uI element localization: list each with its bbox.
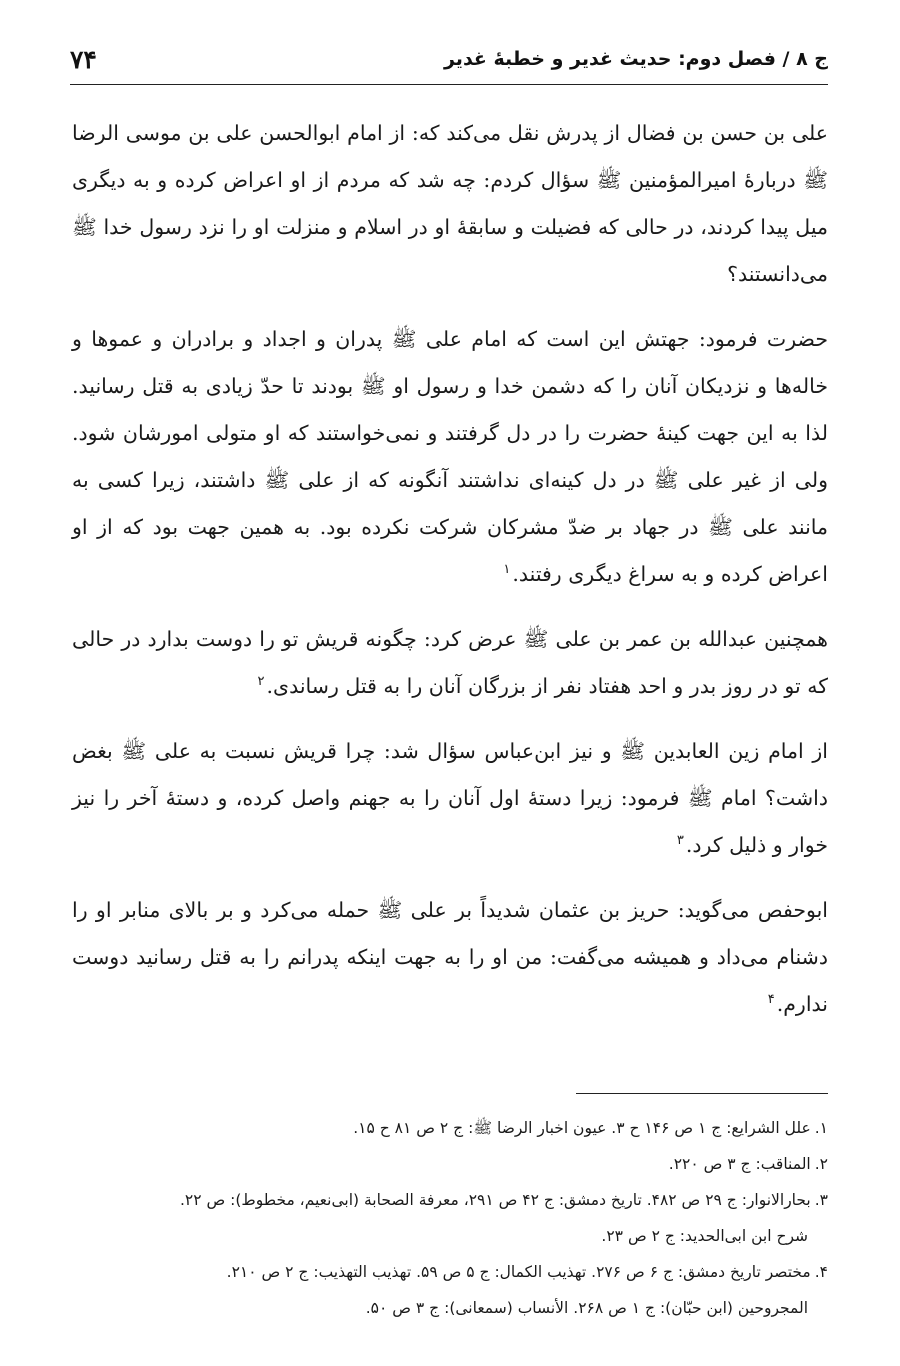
paragraph [72,887,828,1028]
footnote-text: المناقب: ج ۳ ص ۲۲۰. [668,1155,811,1173]
footnote-reference: ۲ [257,674,265,690]
footnote-reference: ۴ [767,992,775,1008]
footnote-text: علل الشرایع: ج ۱ ص ۱۴۶ ح ۳. عیون اخبار الرضا ﷺ: ج ۲ ص ۸۱ ح ۱۵. [353,1119,811,1137]
paragraph-text: علی بن حسن بن فضال از پدرش نقل می‌کند که: از امام ابوالحسن علی بن موسی الرضا ﷺ دربارهٔ امیرالمؤمنین ﷺ سؤال کردم: چه شد که مردم از او اعراض کرده و به دیگری میل پیدا کردند، در حالی که فضیلت و سابقهٔ او در اسلام و منزلت او را نزد رسول خدا ﷺ می‌دانستند؟ [72,121,828,286]
footnote-reference: ۳ [676,833,684,849]
footnote [72,1146,828,1182]
footnote-number: ۱. [814,1119,828,1137]
footnote-divider [576,1093,828,1094]
footnote-continuation: شرح ابن ابی‌الحدید: ج ۲ ص ۲۳. [601,1227,808,1245]
paragraph-text: همچنین عبدالله بن عمر بن علی ﷺ عرض کرد: چگونه قریش تو را دوست بدارد در حالی که تو در روز بدر و احد هفتاد نفر از بزرگان آنان را به قتل رساندی. [72,627,828,698]
footnote-text: بحارالانوار: ج ۲۹ ص ۴۸۲. تاریخ دمشق: ج ۴۲ ص ۲۹۱، معرفة الصحابة (ابی‌نعیم، مخطوط): ص ۲۲. [179,1191,811,1209]
footnote-number: ۳. [814,1191,828,1209]
paragraph-text: از امام زین العابدین ﷺ و نیز ابن‌عباس سؤال شد: چرا قریش نسبت به علی ﷺ بغض داشت؟ امام ﷺ فرمود: زیرا دستهٔ اول آنان را به جهنم واصل کرده، و دستهٔ آخر را نیز خوار و ذلیل کرد. [72,739,828,857]
paragraph [72,728,828,869]
footnote-text: مختصر تاریخ دمشق: ج ۶ ص ۲۷۶. تهذیب الکمال: ج ۵ ص ۵۹. تهذیب التهذیب: ج ۲ ص ۲۱۰. [226,1263,811,1281]
footnote [72,1182,828,1218]
footnote-number: ۲. [814,1155,828,1173]
paragraph [72,110,828,298]
page-number: ۷۴ [70,44,97,74]
footnote [72,1254,828,1290]
footnote-continuation: المجروحین (ابن حبّان): ج ۱ ص ۲۶۸. الأنساب (سمعانی): ج ۳ ص ۵۰. [365,1299,808,1317]
footnote-number: ۴. [814,1263,828,1281]
body-text [72,110,828,1046]
running-title: ج ۸ / فصل دوم: حدیث غدیر و خطبهٔ غدیر [443,48,828,70]
footnote-reference: ۱ [503,562,511,578]
footnotes [72,1110,828,1326]
paragraph-text: حضرت فرمود: جهتش این است که امام علی ﷺ پدران و اجداد و برادران و عموها و خاله‌ها و نزدیکان آنان را که دشمن خدا و رسول او ﷺ بودند تا حدّ زیادی به قتل رسانید. لذا به این جهت کینهٔ حضرت را در دل گرفتند و نمی‌خواستند که او متولی امورشان شود. ولی از غیر علی ﷺ در دل کینه‌ای نداشتند آنگونه که از علی ﷺ داشتند، زیرا کسی به مانند علی ﷺ در جهاد بر ضدّ مشرکان شرکت نکرده بود. به همین جهت بود که از او اعراض کرده و به سراغ دیگری رفتند. [72,327,828,586]
paragraph [72,316,828,598]
paragraph-text: ابوحفص می‌گوید: حریز بن عثمان شدیداً بر علی ﷺ حمله می‌کرد و بر بالای منابر او را دشنام می‌داد و همیشه می‌گفت: من او را به جهت اینکه پدرانم را به قتل رسانید دوست ندارم. [72,898,828,1016]
footnote [72,1110,828,1146]
paragraph [72,616,828,710]
page-header [70,34,828,85]
